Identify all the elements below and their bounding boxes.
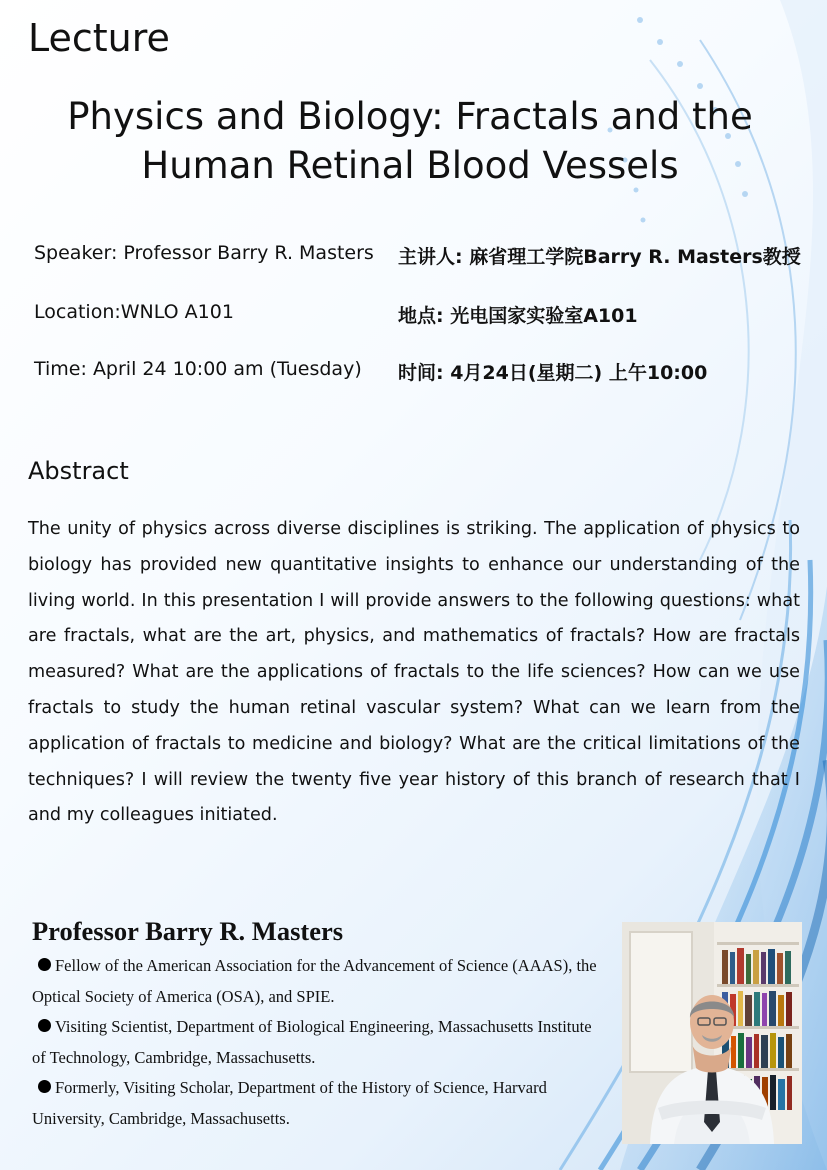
bio-item-text: Fellow of the American Association for the Advancement of Science (AAAS), the Optical Society of America (OSA), and SPIE. (32, 956, 597, 1006)
bio-item-text: Visiting Scientist, Department of Biological Engineering, Massachusetts Institute of Technology, Cambridge, Massachusetts. (32, 1017, 592, 1067)
speaker-chinese: 主讲人: 麻省理工学院Barry R. Masters教授 (398, 246, 801, 268)
bullet-icon (38, 958, 51, 971)
time-english: Time: April 24 10:00 am (Tuesday) (34, 358, 362, 380)
bio-item (32, 951, 602, 1012)
location-english: Location:WNLO A101 (34, 301, 234, 323)
bullet-icon (38, 1019, 51, 1032)
lecture-title (0, 92, 820, 190)
abstract-body: The unity of physics across diverse disciplines is striking. The application of physics to biology has provided new quantitative insights to enhance our understanding of the living world. In this presentation I will provide answers to the following questions: what are fractals, what are the art, physics, and mathematics of fractals? How are fractals measured? What are the applications of fractals to the life sciences? How can we use fractals to study the human retinal vascular system? What can we learn from the application of fractals to medicine and biology? What are the critical limitations of the techniques? I will review the twenty five year history of this branch of research that I and my colleagues initiated. (28, 519, 800, 826)
speaker-photo (622, 922, 802, 1144)
speaker-english: Speaker: Professor Barry R. Masters (34, 242, 374, 264)
lecture-title-line-1: Physics and Biology: Fractals and the (67, 95, 753, 138)
bio-name: Professor Barry R. Masters (32, 916, 344, 946)
bio-item (32, 1012, 602, 1073)
bio-item (32, 1073, 602, 1134)
time-chinese: 时间: 4月24日(星期二) 上午10:00 (398, 362, 708, 384)
location-chinese: 地点: 光电国家实验室A101 (398, 305, 638, 327)
speaker-bio (32, 916, 602, 1134)
lecture-label: Lecture (28, 16, 170, 60)
bio-item-text: Formerly, Visiting Scholar, Department of the History of Science, Harvard University, Cambridge, Massachusetts. (32, 1078, 547, 1128)
abstract-heading: Abstract (28, 457, 129, 485)
bullet-icon (38, 1080, 51, 1093)
lecture-title-line-2: Human Retinal Blood Vessels (141, 144, 679, 187)
